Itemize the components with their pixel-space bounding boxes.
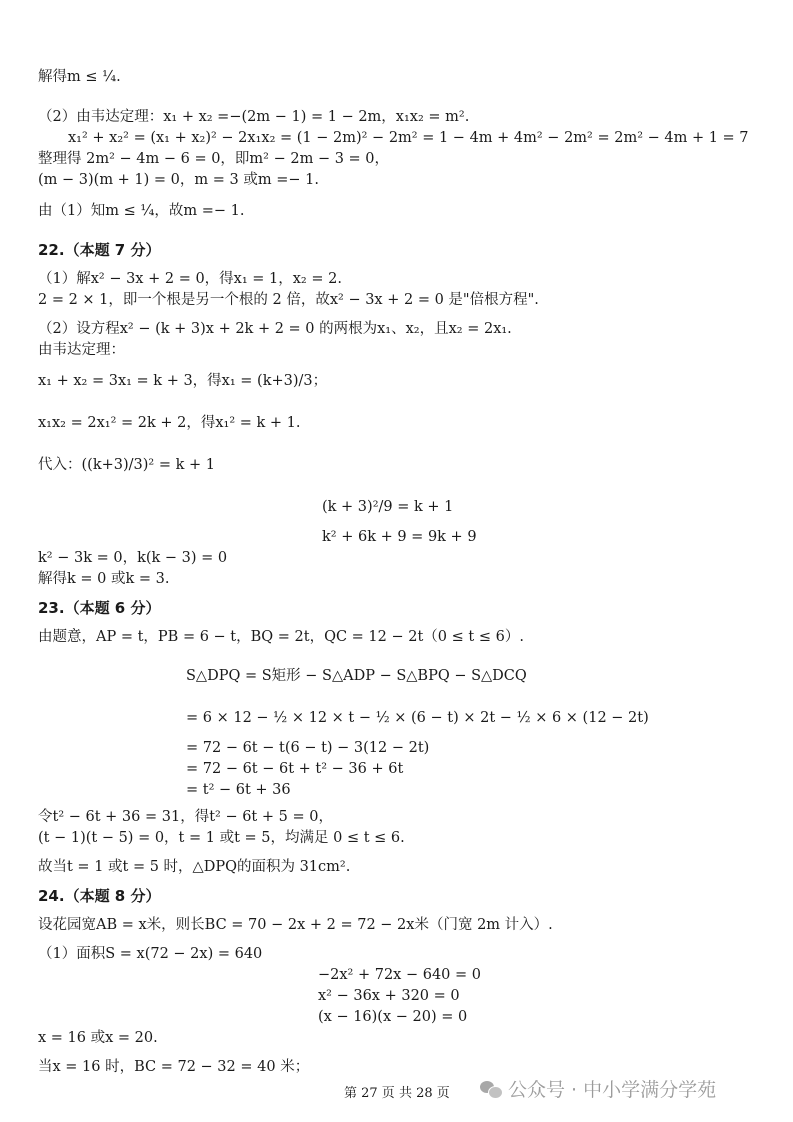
solution-line: 解得m ≤ ¼. [38, 69, 121, 85]
solution-line: −2x² + 72x − 640 = 0 [318, 967, 481, 983]
solution-line: 当x = 16 时，BC = 72 − 32 = 40 米； [38, 1059, 310, 1075]
solution-line: k² + 6k + 9 = 9k + 9 [322, 529, 477, 545]
solution-line: x₁x₂ = 2x₁² = 2k + 2，得x₁² = k + 1. [38, 415, 301, 431]
solution-line: 解得k = 0 或k = 3. [38, 571, 170, 587]
solution-line: = 6 × 12 − ½ × 12 × t − ½ × (6 − t) × 2t − ½ × 6 × (12 − 2t) [186, 710, 649, 726]
solution-line: （1）面积S = x(72 − 2x) = 640 [38, 946, 263, 962]
solution-line: S△DPQ = S矩形 − S△ADP − S△BPQ − S△DCQ [186, 668, 527, 684]
solution-line: (t − 1)(t − 5) = 0，t = 1 或t = 5，均满足 0 ≤ t ≤ 6. [38, 830, 405, 846]
page-number: 第 27 页 共 28 页 [344, 1086, 450, 1101]
solution-line: （2）设方程x² − (k + 3)x + 2k + 2 = 0 的两根为x₁、x₂，且x₂ = 2x₁. [38, 321, 512, 337]
solution-line: 由题意，AP = t，PB = 6 − t，BQ = 2t，QC = 12 − 2t（0 ≤ t ≤ 6）. [38, 629, 524, 645]
solution-line: 由（1）知m ≤ ¼，故m =− 1. [38, 203, 245, 219]
wechat-icon [480, 1079, 502, 1099]
solution-line: 故当t = 1 或t = 5 时，△DPQ的面积为 31cm². [38, 859, 351, 875]
solution-line: = 72 − 6t − t(6 − t) − 3(12 − 2t) [186, 740, 430, 756]
solution-line: 令t² − 6t + 36 = 31，得t² − 6t + 5 = 0， [38, 809, 333, 825]
solution-line: (k + 3)²/9 = k + 1 [322, 499, 454, 515]
solution-line: x² − 36x + 320 = 0 [318, 988, 460, 1004]
solution-line: （1）解x² − 3x + 2 = 0，得x₁ = 1，x₂ = 2. [38, 271, 342, 287]
problem-heading: 24.（本题 8 分） [38, 887, 161, 905]
solution-line: x₁ + x₂ = 3x₁ = k + 3，得x₁ = (k+3)/3； [38, 373, 328, 389]
solution-line: 代入：((k+3)/3)² = k + 1 [38, 457, 215, 473]
solution-line: = t² − 6t + 36 [186, 782, 291, 798]
problem-heading: 22.（本题 7 分） [38, 241, 161, 259]
problem-heading: 23.（本题 6 分） [38, 599, 161, 617]
solution-line: 2 = 2 × 1，即一个根是另一个根的 2 倍，故x² − 3x + 2 = 0 是"倍根方程". [38, 292, 539, 308]
watermark-text: 公众号 · 中小学满分学苑 [508, 1079, 717, 1101]
solution-line: x = 16 或x = 20. [38, 1030, 158, 1046]
solution-line: k² − 3k = 0，k(k − 3) = 0 [38, 550, 228, 566]
solution-line: 整理得 2m² − 4m − 6 = 0，即m² − 2m − 3 = 0， [38, 151, 390, 167]
solution-line: (x − 16)(x − 20) = 0 [318, 1009, 468, 1025]
solution-line: 设花园宽AB = x米，则长BC = 70 − 2x + 2 = 72 − 2x米（门宽 2m 计入）. [38, 917, 553, 933]
solution-line: 由韦达定理： [38, 342, 125, 358]
solution-line: (m − 3)(m + 1) = 0，m = 3 或m =− 1. [38, 172, 319, 188]
solution-line: （2）由韦达定理：x₁ + x₂ =−(2m − 1) = 1 − 2m，x₁x₂ = m². [38, 109, 470, 125]
watermark [480, 1075, 716, 1102]
solution-line: x₁² + x₂² = (x₁ + x₂)² − 2x₁x₂ = (1 − 2m)² − 2m² = 1 − 4m + 4m² − 2m² = 2m² − 4m + 1 = 7 [68, 130, 749, 146]
solution-line: = 72 − 6t − 6t + t² − 36 + 6t [186, 761, 404, 777]
